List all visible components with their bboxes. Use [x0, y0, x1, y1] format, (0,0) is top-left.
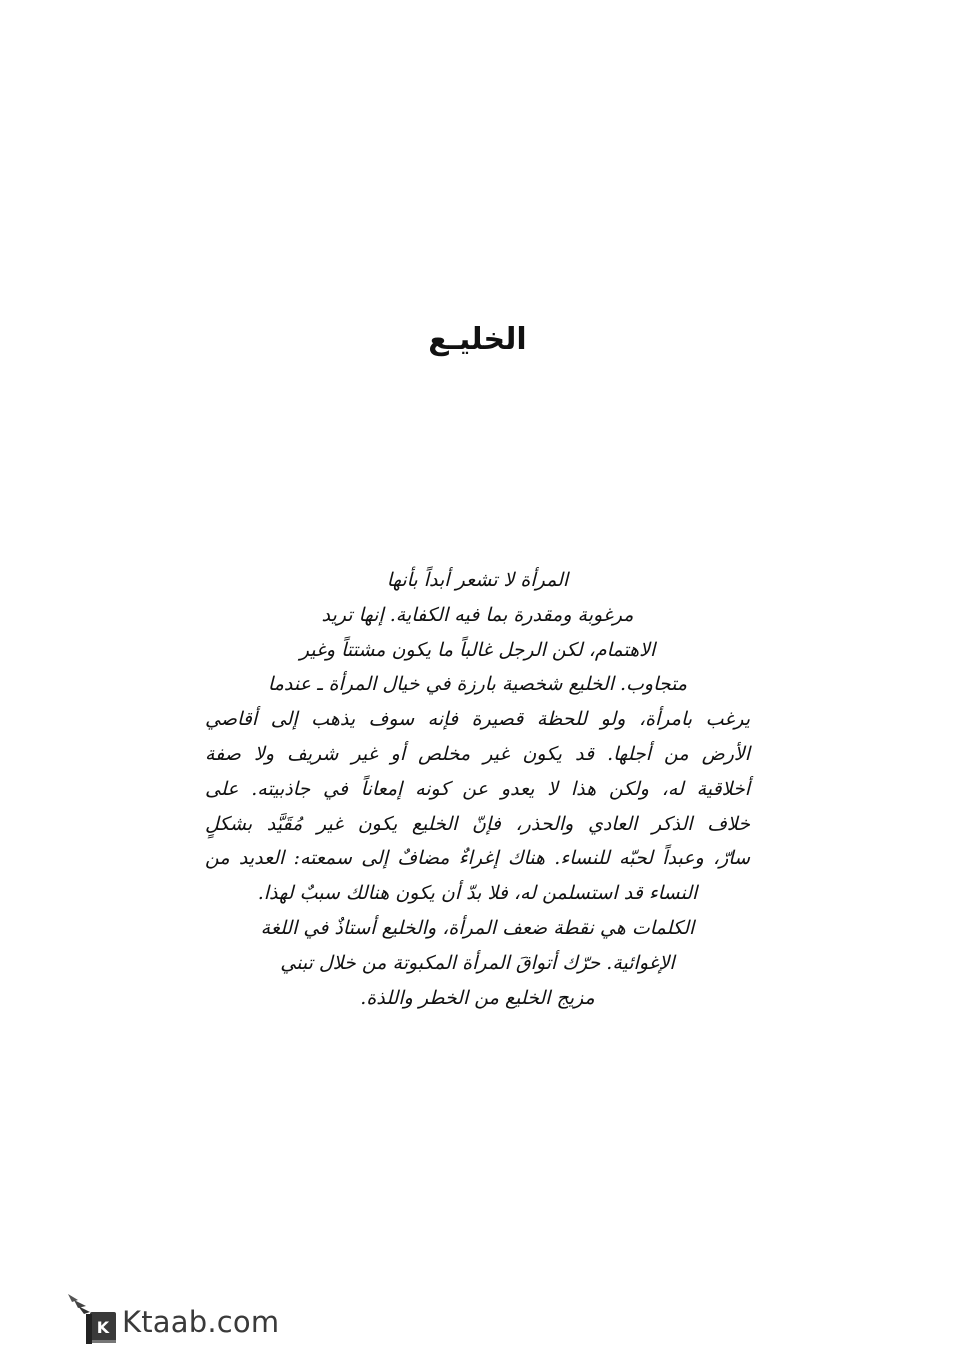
paragraph-line: الاهتمام، لكن الرجل غالباً ما يكون مشتتاً وغير	[299, 638, 656, 661]
paragraph-line: متجاوب. الخليع شخصية بارزة في خيال المرأة ـ عندما	[267, 673, 688, 696]
site-logo	[48, 1290, 279, 1354]
book-logo-icon	[48, 1290, 120, 1354]
page-title: الخليـع	[428, 322, 527, 357]
paragraph-line: النساء قد استسلمن له، فلا بدّ أن يكون هنالك سببٌ لهذا.	[257, 882, 698, 905]
paragraph-line: خلاف الذكر العادي والحذر، فإنّ الخليع يكون غير مُقَيَّد بشكلٍ	[205, 812, 750, 835]
paragraph-line: المرأة لا تشعر أبداً بأنها	[386, 569, 569, 591]
body-paragraph	[205, 563, 750, 1015]
paragraph-line: مزيج الخليع من الخطر واللذة.	[360, 986, 595, 1009]
paragraph-line: مرغوبة ومقدرة بما فيه الكفاية. إنها تريد	[321, 603, 634, 626]
paragraph-line: الإغوائية. حرّك أتواقَ المرأة المكبوتة من خلال تبني	[280, 951, 675, 974]
logo-text: Ktaab.com	[122, 1305, 280, 1339]
paragraph-line: أخلاقية له، ولكن هذا لا يعدو عن كونه إمعاناً في جاذبيته. على	[205, 777, 750, 800]
paragraph-line: سارّ، وعبداً لحبّه للنساء. هناك إغراءٌ مضافٌ إلى سمعته: العديد من	[205, 847, 750, 870]
logo-letter: K	[96, 1318, 110, 1337]
paragraph-line: الكلمات هي نقطة ضعف المرأة، والخليع أستاذٌ في اللغة	[260, 916, 695, 939]
paragraph-line: الأرض من أجلها. قد يكون غير مخلص أو غير شريف ولا صفة	[205, 742, 750, 765]
paragraph-line: يرغب بامرأة، ولو للحظة قصيرة فإنه سوف يذهب إلى أقاصي	[205, 708, 750, 731]
